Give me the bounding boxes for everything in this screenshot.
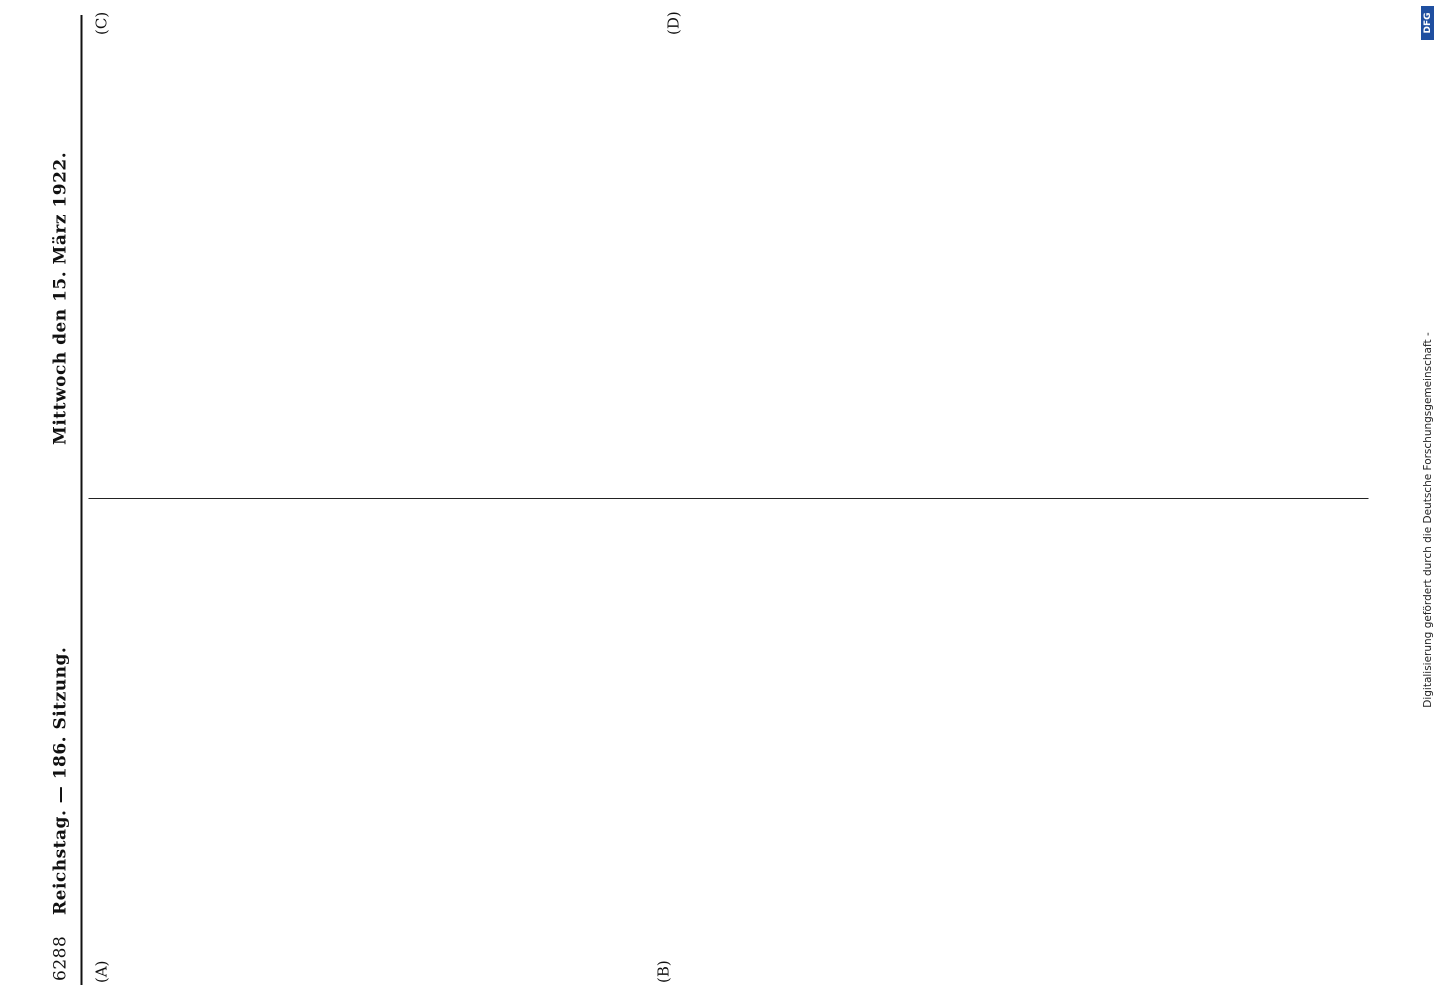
rotated-page-frame: [35, 11, 1380, 985]
running-head: [47, 15, 77, 985]
digitization-credit: [1421, 0, 1434, 1000]
header-rule: [81, 15, 83, 985]
text-column-right: [89, 37, 1369, 487]
credit-text: Digitalisierung gefördert durch die Deutsche Forschungsgemeinschaft -: [1422, 332, 1434, 708]
margin-marker-b: (B): [654, 960, 673, 983]
margin-marker-d: (D): [664, 11, 683, 35]
dfg-logo: [1421, 6, 1434, 40]
dfg-logo-text: DFG: [1423, 12, 1433, 34]
page-number: 6288: [50, 935, 71, 981]
margin-marker-a: (A): [92, 960, 111, 983]
column-divider: [89, 498, 1369, 499]
margin-marker-c: (C): [92, 11, 111, 35]
text-column-left: [89, 509, 1369, 959]
running-head-left: Reichstag. — 186. Sitzung.: [50, 646, 71, 915]
running-head-right: Mittwoch den 15. März 1922.: [50, 151, 71, 445]
